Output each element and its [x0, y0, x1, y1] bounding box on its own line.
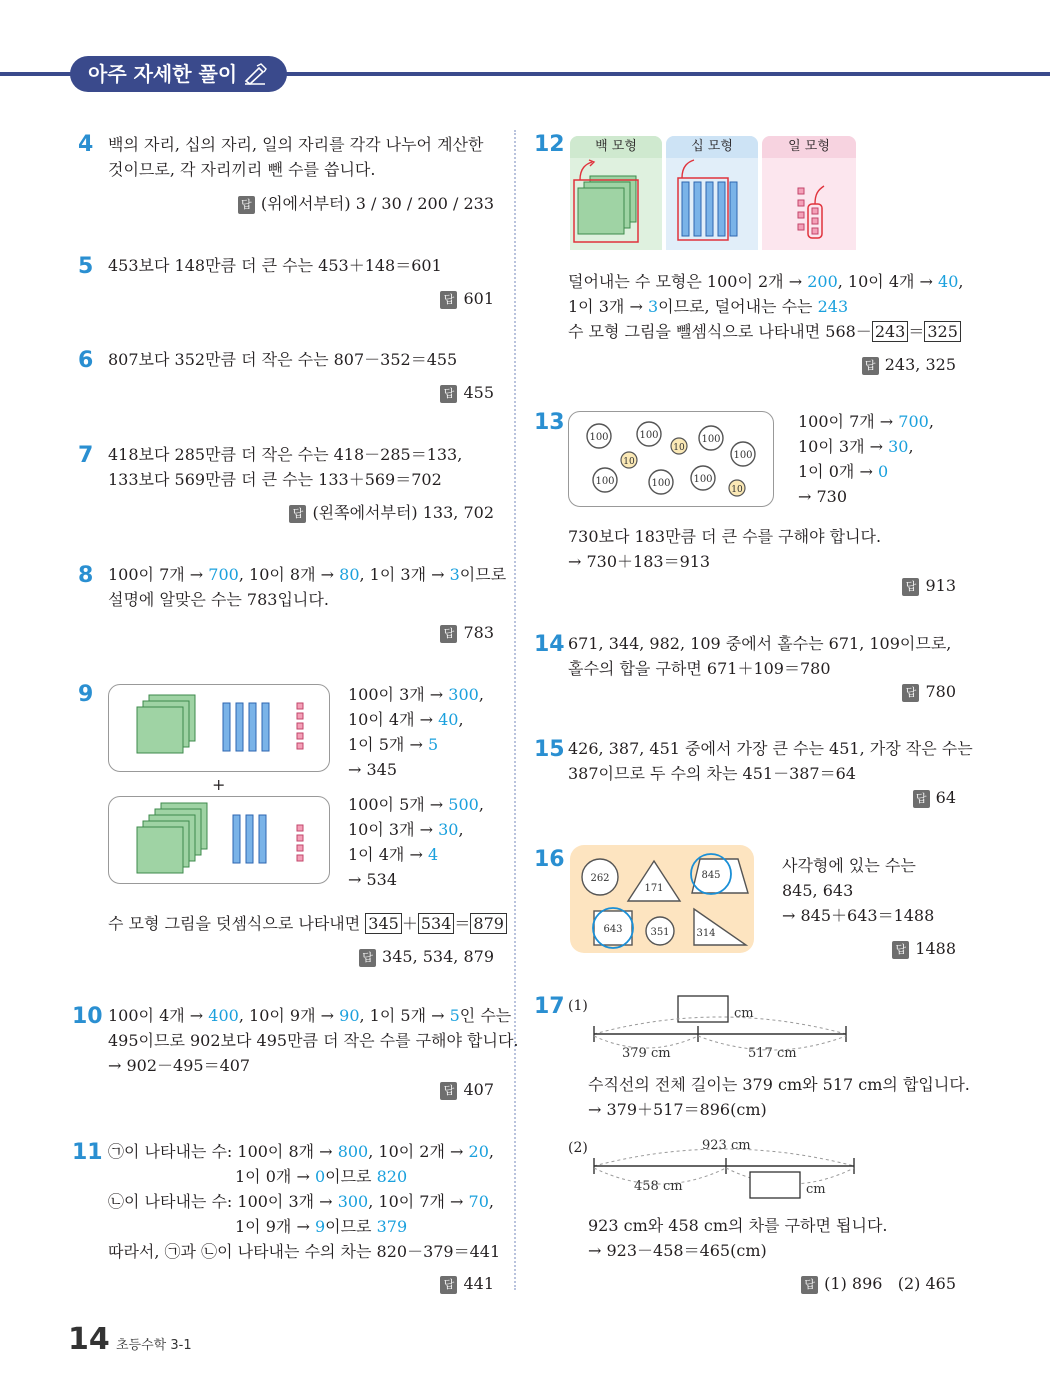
- problem-text: 사각형에 있는 수는 845, 643 → 845＋643＝1488: [782, 856, 935, 925]
- shapes-illustration: [568, 843, 756, 955]
- problem-text: 426, 387, 451 중에서 가장 큰 수는 451, 가장 작은 수는 387이므로 두 수의 차는 451－387＝64: [568, 739, 973, 783]
- base-ten-blocks-illustration: [109, 797, 329, 883]
- problem-number: 4: [78, 132, 94, 157]
- svg-text:845: 845: [701, 870, 721, 881]
- answer-line: 답 455: [440, 382, 494, 404]
- problem-number: 11: [72, 1140, 103, 1165]
- svg-text:379 cm: 379 cm: [622, 1046, 671, 1061]
- answer-line: 답 1488: [892, 938, 956, 960]
- ten-rods: [233, 815, 266, 863]
- coins-illustration: [569, 412, 773, 506]
- problem-number: 14: [534, 632, 565, 657]
- problem-number: 8: [78, 563, 94, 588]
- ten-coins: [621, 438, 745, 496]
- svg-text:643: 643: [603, 924, 623, 935]
- svg-text:10: 10: [731, 485, 743, 495]
- svg-text:100: 100: [701, 434, 721, 445]
- svg-text:458 cm: 458 cm: [634, 1179, 683, 1194]
- answer-line: 답 601: [440, 288, 494, 310]
- tab-hundreds: 백 모형: [570, 136, 662, 250]
- problem-text: 백의 자리, 십의 자리, 일의 자리를 각각 나누어 계산한 것이므로, 각 자리끼리 뺀 수를 씁니다.: [108, 135, 484, 179]
- problem-text: ㉠이 나타내는 수: 100이 8개 → 800, 10이 2개 → 20, 1이 0개 → 0이므로 820 ㉡이 나타내는 수: 100이 3개 → 300, 10이 7개 → 70, 1이 9개 → 9이므로 379 따라서, ㉠과 ㉡이 나타내는 수의 차는 820－379＝441: [108, 1142, 501, 1261]
- problem-text: 418보다 285만큼 더 작은 수는 418－285＝133, 133보다 569만큼 더 큰 수는 133＋569＝702: [108, 445, 463, 489]
- hundred-flats: [137, 803, 207, 873]
- problem-text: 덜어내는 수 모형은 100이 2개 → 200, 10이 4개 → 40, 1이 3개 → 3이므로, 덜어내는 수는 243 수 모형 그림을 뺄셈식으로 나타내면 568－ 243 ＝ 325: [568, 272, 964, 341]
- svg-text:100: 100: [595, 476, 615, 487]
- svg-text:cm: cm: [734, 1006, 754, 1021]
- problem-text: 923 cm와 458 cm의 차를 구하면 됩니다. → 923－458＝465(cm): [588, 1216, 888, 1260]
- problem-text: 100이 4개 → 400, 10이 9개 → 90, 1이 5개 → 5인 수는 495이므로 902보다 495만큼 더 작은 수를 구해야 합니다. → 902－495＝407: [108, 1006, 519, 1075]
- problem-number: 9: [78, 682, 94, 707]
- problem-number: 17: [534, 994, 565, 1019]
- blank-box: [750, 1172, 800, 1198]
- hundred-coins: [587, 422, 755, 494]
- unit-cubes: [297, 703, 303, 749]
- sub-label: (1): [568, 998, 588, 1014]
- small-circle-shape: [646, 917, 674, 945]
- answer-line: 답 783: [440, 622, 494, 644]
- pencil-hand-icon: [243, 63, 269, 85]
- problem-number: 5: [78, 254, 94, 279]
- problem-number: 13: [534, 410, 565, 435]
- header-title-badge: [70, 56, 287, 92]
- tab-ones: 일 모형: [762, 136, 856, 250]
- problem-text: 730보다 183만큼 더 큰 수를 구해야 합니다. → 730＋183＝913: [568, 527, 882, 571]
- problem-text: 453보다 148만큼 더 큰 수는 453＋148＝601: [108, 256, 442, 275]
- column-divider: [514, 130, 516, 1290]
- problem-text: 807보다 352만큼 더 작은 수는 807－352＝455: [108, 350, 458, 369]
- svg-text:351: 351: [650, 927, 670, 938]
- base-ten-blocks-card-2: [108, 796, 330, 884]
- svg-text:cm: cm: [806, 1182, 826, 1197]
- svg-text:10: 10: [673, 443, 685, 453]
- problem-number: 16: [534, 847, 565, 872]
- book-title: 초등수학 3-1: [116, 1338, 192, 1353]
- base-ten-blocks-illustration: [109, 685, 329, 771]
- problem-number: 12: [534, 132, 565, 157]
- answer-line: 답 (위에서부터) 3 / 30 / 200 / 233: [238, 193, 494, 215]
- base-ten-tabs: [570, 136, 858, 250]
- answer-line: 답 913: [902, 575, 956, 597]
- problem-number: 6: [78, 348, 94, 373]
- svg-text:517 cm: 517 cm: [748, 1046, 797, 1061]
- svg-text:171: 171: [644, 883, 664, 894]
- problem-text: 671, 344, 982, 109 중에서 홀수는 671, 109이므로, 홀수의 합을 구하면 671＋109＝780: [568, 634, 952, 678]
- problem-number: 15: [534, 737, 565, 762]
- problem-text: 수 모형 그림을 덧셈식으로 나타내면 345 ＋ 534 ＝ 879: [108, 911, 507, 936]
- svg-text:100: 100: [733, 450, 753, 461]
- svg-text:100: 100: [589, 432, 609, 443]
- sub-label: (2): [568, 1140, 588, 1156]
- problem-number: 7: [78, 443, 94, 468]
- answer-line: 답 345, 534, 879: [359, 946, 494, 968]
- plus-sign: +: [212, 775, 226, 794]
- answer-line: 답 (왼쪽에서부터) 133, 702: [289, 502, 494, 524]
- svg-text:262: 262: [590, 873, 610, 884]
- problem-number: 10: [72, 1004, 103, 1029]
- group-1-text: 100이 3개 → 300, 10이 4개 → 40, 1이 5개 → 5 → 345: [348, 685, 484, 779]
- group-2-text: 100이 5개 → 500, 10이 3개 → 30, 1이 4개 → 4 → 534: [348, 795, 484, 889]
- answer-line: 답 243, 325: [862, 354, 956, 376]
- answer-line: 답 64: [913, 787, 956, 809]
- ten-rods: [223, 703, 269, 751]
- svg-text:100: 100: [693, 474, 713, 485]
- number-line-1: [590, 992, 854, 1062]
- coin-count-text: 100이 7개 → 700, 10이 3개 → 30, 1이 0개 → 0 → 730: [798, 412, 934, 506]
- hundred-flats: [137, 695, 195, 753]
- square-shape: [593, 908, 633, 948]
- base-ten-blocks-card-1: [108, 684, 330, 772]
- svg-text:100: 100: [639, 430, 659, 441]
- svg-text:923 cm: 923 cm: [702, 1138, 751, 1153]
- svg-text:314: 314: [696, 928, 716, 939]
- circle-shape: [582, 859, 618, 895]
- unit-cubes: [297, 825, 303, 861]
- tab-tens: 십 모형: [666, 136, 758, 250]
- coins-card: [568, 411, 774, 507]
- svg-text:10: 10: [623, 457, 635, 467]
- page-number: 14: [68, 1322, 110, 1357]
- svg-text:100: 100: [651, 478, 671, 489]
- number-line-2: [590, 1134, 862, 1206]
- answer-line: 답 (1) 896 (2) 465: [801, 1273, 956, 1295]
- problem-text: 100이 7개 → 700, 10이 8개 → 80, 1이 3개 → 3이므로 설명에 알맞은 수는 783입니다.: [108, 565, 507, 609]
- answer-line: 답 441: [440, 1273, 494, 1295]
- answer-line: 답 407: [440, 1079, 494, 1101]
- answer-line: 답 780: [902, 681, 956, 703]
- problem-text: 수직선의 전체 길이는 379 cm와 517 cm의 합입니다. → 379＋517＝896(cm): [588, 1075, 970, 1119]
- header-title: 아주 자세한 풀이: [88, 62, 238, 86]
